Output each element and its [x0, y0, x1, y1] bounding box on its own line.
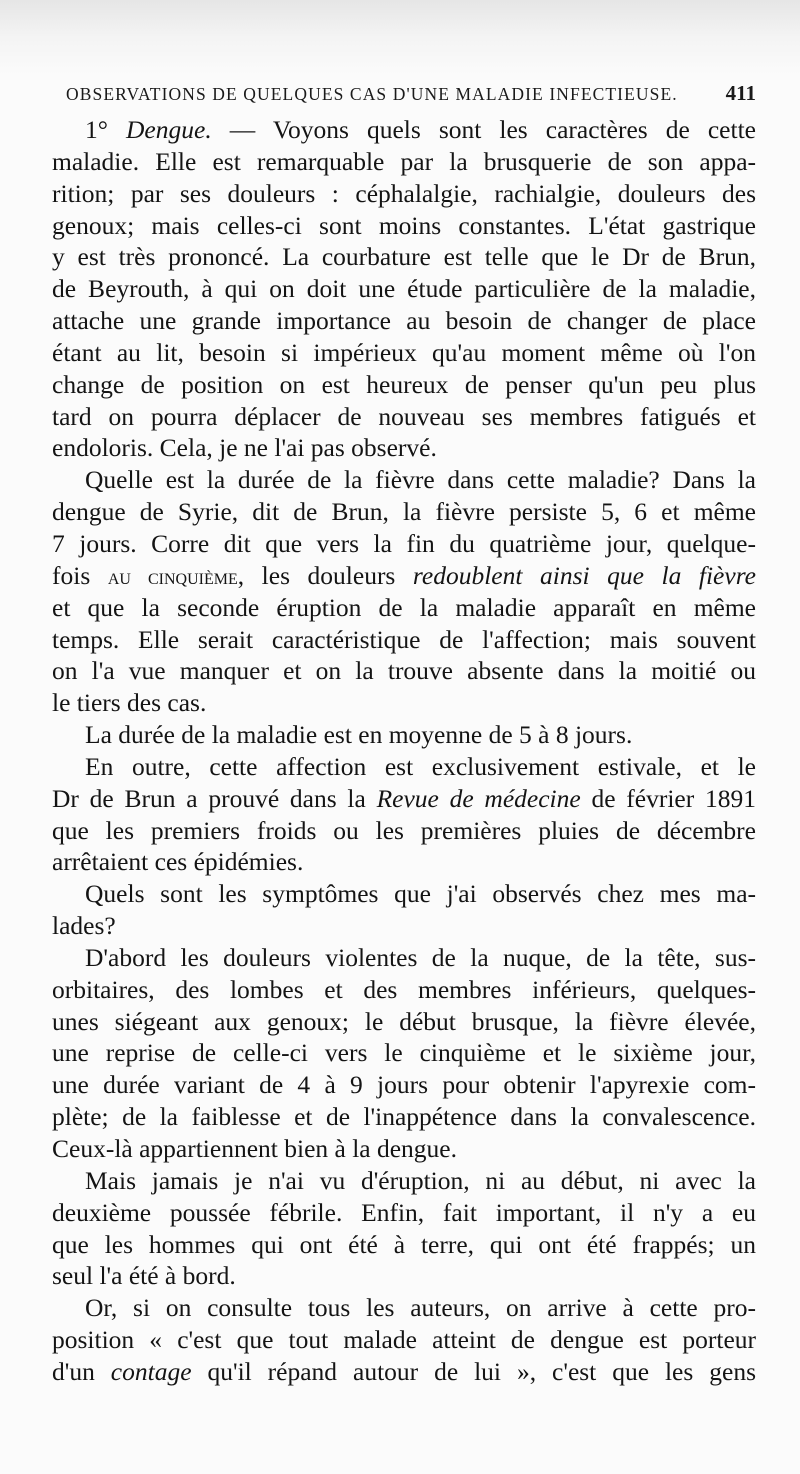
text-run: unes siégeant aux genoux; le début brusque, la fièvre élevée,	[52, 1006, 756, 1036]
text-line	[52, 1037, 756, 1069]
text-line	[52, 337, 756, 369]
text-line	[52, 751, 756, 783]
text-run: deuxième poussée fébrile. Enfin, fait important, il n'y a eu	[52, 1197, 756, 1227]
text-run: étant au lit, besoin si impérieux qu'au moment même où l'on	[52, 337, 756, 367]
text-line	[52, 910, 756, 942]
text-run: on l'a vue manquer et on la trouve absente dans la moitié ou	[52, 656, 756, 686]
text-run: rition; par ses douleurs : céphalalgie, rachialgie, douleurs des	[52, 178, 756, 208]
text-line	[52, 655, 756, 687]
text-line	[52, 210, 756, 242]
text-line	[52, 1324, 756, 1356]
text-line	[52, 1229, 756, 1261]
text-run: que les hommes qui ont été à terre, qui ont été frappés; un	[52, 1229, 756, 1259]
text-run: Quels sont les symptômes que j'ai observés chez mes ma-	[85, 879, 756, 909]
text-run: de Beyrouth, à qui on doit une étude particulière de la maladie,	[52, 274, 756, 304]
text-line	[52, 1165, 756, 1197]
text-line	[52, 114, 756, 146]
text-line	[52, 369, 756, 401]
page-header	[66, 80, 756, 110]
text-run: seul l'a été à bord.	[52, 1261, 236, 1291]
text-run: une durée variant de 4 à 9 jours pour obtenir l'apyrexie com-	[52, 1070, 756, 1100]
text-run: Dr de Brun a prouvé dans la	[52, 783, 377, 813]
text-run: Or, si on consulte tous les auteurs, on arrive à cette pro-	[85, 1293, 756, 1323]
text-line	[52, 942, 756, 974]
text-line	[52, 1260, 756, 1292]
text-run: une reprise de celle-ci vers le cinquième et le sixième jour,	[52, 1038, 756, 1068]
text-line	[52, 1006, 756, 1038]
text-run: position « c'est que tout malade atteint de dengue est porteur	[52, 1325, 756, 1355]
text-line	[52, 1356, 756, 1388]
text-line	[52, 178, 756, 210]
page-number: 411	[725, 81, 756, 105]
text-run: temps. Elle serait caractéristique de l'affection; mais souvent	[52, 624, 756, 654]
italic-text: contage	[110, 1356, 192, 1386]
text-run: , les douleurs	[237, 560, 413, 590]
text-run: endoloris. Cela, je ne l'ai pas observé.	[52, 433, 437, 463]
text-run: y est très prononcé. La courbature est telle que le Dr de Brun,	[52, 242, 756, 272]
text-run: attache une grande importance au besoin de changer de place	[52, 306, 756, 336]
text-line	[52, 432, 756, 464]
text-run: plète; de la faiblesse et de l'inappétence dans la convalescence.	[52, 1102, 756, 1132]
text-run: 1°	[85, 115, 127, 144]
text-run: 7 jours. Corre dit que vers la fin du quatrième jour, quelque-	[52, 528, 756, 558]
text-run: Ceux-là appartiennent bien à la dengue.	[52, 1134, 457, 1163]
text-line	[52, 464, 756, 496]
italic-text: Revue de médecine	[376, 783, 581, 813]
text-run: orbitaires, des lombes et des membres inférieurs, quelques-	[52, 974, 756, 1004]
text-run: le tiers des cas.	[52, 688, 207, 718]
text-line	[52, 273, 756, 305]
text-run: D'abord les douleurs violentes de la nuque, de la tête, sus-	[85, 942, 756, 972]
text-run: lades?	[52, 911, 116, 941]
italic-text: Dengue.	[126, 115, 212, 144]
text-line	[52, 146, 756, 178]
small-caps-text: au cinquième	[107, 563, 238, 590]
text-run: fois	[52, 560, 108, 590]
text-run: En outre, cette affection est exclusivement estivale, et le	[85, 751, 756, 781]
text-run: maladie. Elle est remarquable par la brusquerie de son appa-	[52, 146, 756, 176]
text-run: qu'il répand autour de lui », c'est que les gens	[191, 1356, 756, 1386]
text-line	[52, 815, 756, 847]
text-line	[52, 592, 756, 624]
text-line	[52, 401, 756, 433]
text-line	[52, 305, 756, 337]
text-line	[52, 624, 756, 656]
text-run: arrêtaient ces épidémies.	[52, 847, 304, 877]
text-line	[52, 560, 756, 592]
running-title: OBSERVATIONS DE QUELQUES CAS D'UNE MALADIE INFECTIEUSE.	[66, 84, 678, 104]
text-run: de février 1891	[580, 783, 756, 813]
text-line	[52, 1069, 756, 1101]
text-line	[52, 878, 756, 910]
text-run: que les premiers froids ou les premières pluies de décembre	[52, 815, 756, 845]
text-line	[52, 1292, 756, 1324]
text-line	[52, 783, 756, 815]
italic-text: redoublent ainsi que la fièvre	[412, 560, 756, 590]
text-line	[52, 1133, 756, 1165]
text-line	[52, 1101, 756, 1133]
text-line	[52, 687, 756, 719]
text-run: d'un	[52, 1356, 111, 1386]
text-run: genoux; mais celles-ci sont moins constantes. L'état gastrique	[52, 210, 756, 240]
body-text	[52, 114, 756, 1388]
text-run: La durée de la maladie est en moyenne de 5 à 8 jours.	[85, 720, 633, 750]
text-run: tard on pourra déplacer de nouveau ses membres fatigués et	[52, 401, 756, 431]
text-run: Quelle est la durée de la fièvre dans cette maladie? Dans la	[85, 465, 756, 495]
text-line	[52, 241, 756, 273]
text-run: et que la seconde éruption de la maladie apparaît en même	[52, 592, 756, 622]
text-run: dengue de Syrie, dit de Brun, la fièvre persiste 5, 6 et même	[52, 497, 756, 527]
text-line	[52, 528, 756, 560]
text-run: — Voyons quels sont les caractères de cette	[211, 115, 756, 144]
scan-edge-shading	[0, 0, 800, 75]
text-line	[52, 974, 756, 1006]
text-line	[52, 846, 756, 878]
text-line	[52, 496, 756, 528]
text-run: change de position on est heureux de penser qu'un peu plus	[52, 369, 756, 399]
text-line	[52, 719, 756, 751]
text-run: Mais jamais je n'ai vu d'éruption, ni au début, ni avec la	[85, 1165, 756, 1195]
text-line	[52, 1197, 756, 1229]
